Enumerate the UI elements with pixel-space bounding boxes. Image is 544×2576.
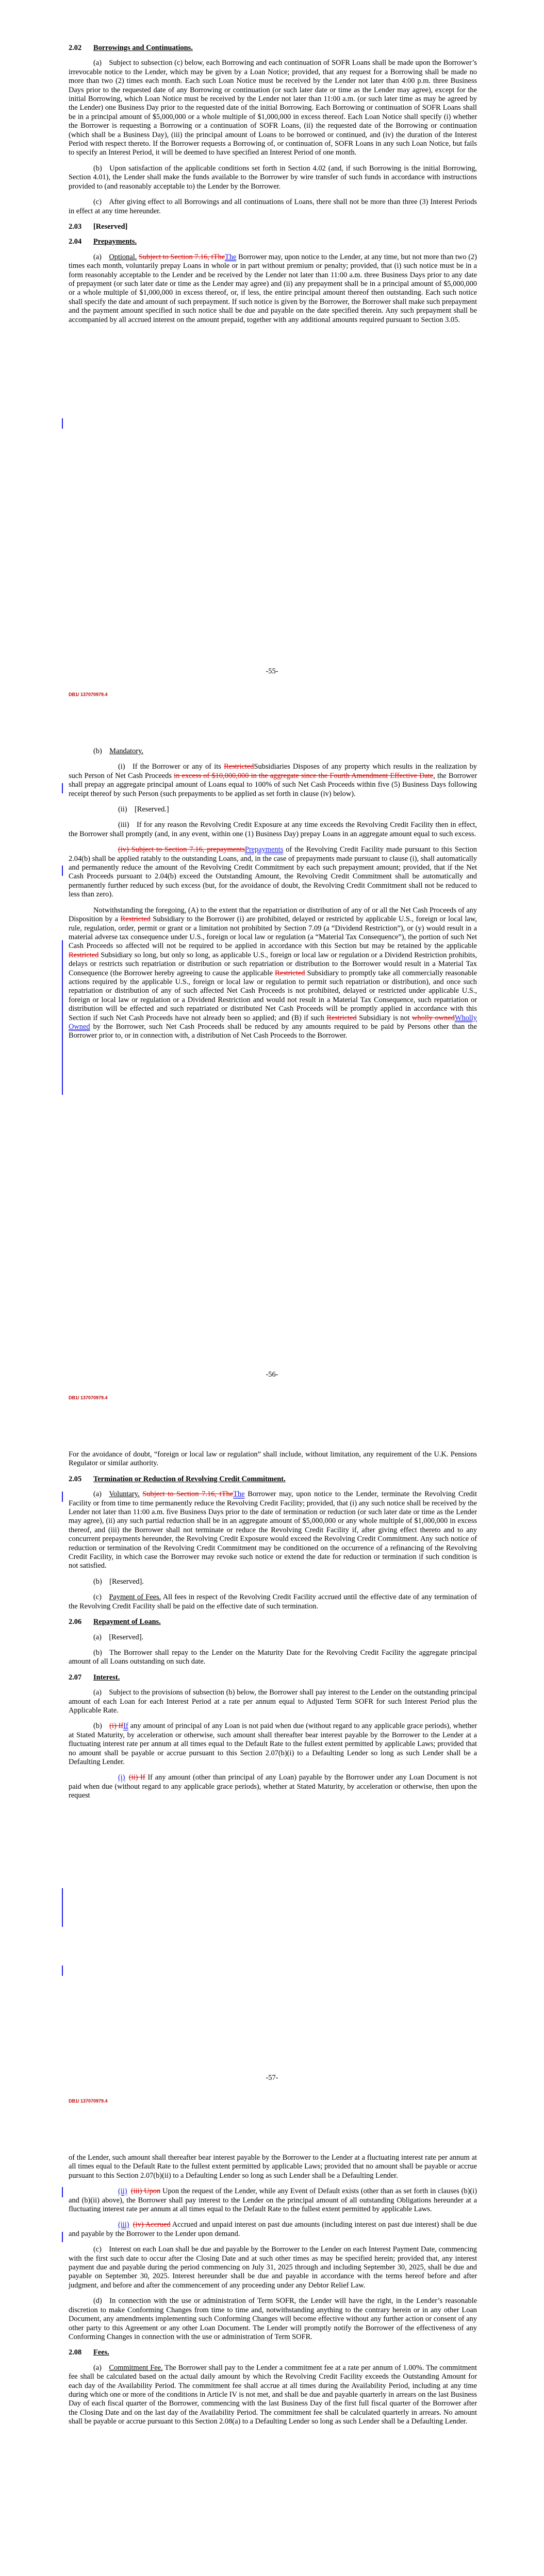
- section-2-07-b: (b) (i) IfIf any amount of principal of any Loan is not paid when due (without regard to any applicable grace periods), whether at Stated Maturity, by acceleration or otherwise, such amount shall thereafter bear interest payable by the Borrower to the Lender at a fluctuating interest rate per annum at all times equal to the Default Rate to the fullest extent permitted by applicable Laws; provided that no amount shall be payable or accrue pursuant to this Section 2.07(b)(i) to a Defaulting Lender so long as such Lender shall be a Defaulting Lender.: [69, 1722, 477, 1766]
- section-2-05-c: (c) Payment of Fees. All fees in respect of the Revolving Credit Facility accrued until the effective date of any termination of the Revolving Credit Facility shall be paid on the effective date of such termination.: [69, 1593, 477, 1611]
- page-57: [0, 1406, 544, 2110]
- section-2-04-b-ii: (ii) [Reserved.]: [118, 805, 169, 814]
- section-heading-2-07: 2.07 Interest.: [69, 1673, 120, 1682]
- deleted-text: Restricted: [224, 762, 254, 771]
- page-55: [0, 0, 544, 703]
- document-id: DB1/ 137070979.4: [69, 2098, 108, 2104]
- section-2-06-b: (b) The Borrower shall repay to the Lender on the Maturity Date for the Revolving Credit Facility the aggregate principal amount of all Loans outstanding on such date.: [69, 1648, 477, 1666]
- deleted-text: Subject to Section 7.16, tThe: [138, 252, 225, 261]
- document-id: DB1/ 137070979.4: [69, 1395, 108, 1400]
- section-2-05-a: (a) Voluntary. Subject to Section 7.16, tTheThe Borrower may, upon notice to the Lender, terminate the Revolving Credit Facility or from time to time permanently reduce the Revolving Credit Facility; provided, that (i) any such notice shall be received by the Lender not later than 11:00 a.m. five Business Days prior to the date of termination or reduction (or such later date or time as the Lender may agree), (ii) any such partial reduction shall be in an aggregate amount of $5,000,000 or any whole multiple of $1,000,000 in excess thereof, and (iii) the Borrower shall not terminate or reduce the Revolving Credit Facility if, after giving effect thereto and to any concurrent prepayments hereunder, the Revolving Credit Exposure would exceed the Revolving Credit Commitment. Any such notice of reduction or termination of the Revolving Credit Commitment may be conditioned on the occurrence of a refinancing of the Revolving Credit Facility, in which case the Borrower may revoke such notice or extend the date for reduction or termination if such condition is not satisfied.: [69, 1490, 477, 1570]
- change-bar: [62, 1888, 63, 1927]
- section-2-04-b-iv: (iv) Subject to Section 7.16, prepaymentsPrepayments of the Revolving Credit Facility made pursuant to this Section 2.04(b) shall be applied ratably to the outstanding Loans, and, in the case of prepayments made pursuant to clause (i), shall automatically and permanently reduce the amount of the Revolving Credit Commitment by each such prepayment amount; provided, that if the Net Cash Proceeds pursuant to 2.04(b) exceed the Outstanding Amount, the Revolving Credit Commitment shall be automatically and permanently further reduced by such excess (but, for the avoidance of doubt, the Revolving Credit Commitment shall not be reduced to less than zero).: [69, 845, 477, 899]
- deleted-text: Restricted: [326, 1013, 357, 1022]
- page-58: [0, 2110, 544, 2576]
- inserted-text: Wholly Owned: [69, 1013, 477, 1031]
- change-bar: [62, 418, 63, 429]
- section-2-08-a: (a) Commitment Fee. The Borrower shall pay to the Lender a commitment fee at a rate per annum of 1.00%. The commitment fee shall be calculated based on the actual daily amount by which the Revolving Credit Facility exceeds the Outstanding Amount for each day of the Availability Period. The commitment fee shall accrue at all times during the Availability Period, including at any time during which one or more of the conditions in Article IV is not met, and shall be due and payable quarterly in arrears on the last Business Day of each fiscal quarter of the Borrower, commencing with the last Business Day of the first full fiscal quarter of the Borrower after the Closing Date and on the last day of the Availability Period. The commitment fee shall be calculated quarterly in arrears. No amount shall be payable or accrue pursuant to this Section 2.08(a) to a Defaulting Lender so long as such Lender shall be a Defaulting Lender.: [69, 2363, 477, 2426]
- change-bar: [62, 940, 63, 1095]
- change-bar: [62, 1965, 63, 1976]
- inserted-text: (i): [118, 1773, 125, 1782]
- inserted-text: The: [233, 1490, 245, 1499]
- section-2-07-b-iv: (iii) (iv) Accrued Accrued and unpaid interest on past due amounts (including interest on past due interest) shall be due and payable by the Borrower to the Lender upon demand.: [69, 2221, 477, 2238]
- change-bar: [62, 783, 63, 793]
- section-2-02-c: (c) After giving effect to all Borrowings and all continuations of Loans, there shall not be more than three (3) Interest Periods in effect at any time hereunder.: [69, 198, 477, 215]
- section-2-04-b-iii: (iii) If for any reason the Revolving Credit Exposure at any time exceeds the Revolving Credit Facility then in effect, the Borrower shall promptly (and, in any event, within one (1) Business Day) prepay Loans in an aggregate amount equal to such excess.: [69, 821, 477, 838]
- section-2-07-c: (c) Interest on each Loan shall be due and payable by the Borrower to the Lender on each Interest Payment Date, commencing with the first such date to occur after the Closing Date and at such other times as may be specified herein; provided that, any interest payment due and payable during the period commencing on July 31, 2025 through and including September 30, 2025, shall be due and payable on September 30, 2025. Interest hereunder shall be due and payable in accordance with the terms hereof before and after judgment, and before and after the commencement of any proceeding under any Debtor Relief Law.: [69, 2245, 477, 2290]
- inserted-text: (iii): [118, 2221, 129, 2229]
- deleted-text: Subject to Section 7.16, tThe: [142, 1490, 234, 1499]
- page-56: [0, 703, 544, 1406]
- inserted-text: The: [225, 252, 237, 261]
- change-bar: [62, 2232, 63, 2242]
- section-2-02-b: (b) Upon satisfaction of the applicable conditions set forth in Section 4.02 (and, if such Borrowing is the initial Borrowing, Section 4.01), the Lender shall make the funds available to the Borrower by wire transfer of such funds in accordance with instructions provided to (and reasonably acceptable to) the Lender by the Borrower.: [69, 164, 477, 191]
- deleted-text: in excess of $10,000,000 in the aggregate since the Fourth Amendment Effective Date: [174, 771, 434, 780]
- notwithstanding-paragraph: Notwithstanding the foregoing, (A) to the extent that the repatriation or distribution of any of or all the Net Cash Proceeds of any Disposition by a Restricted Subsidiary to the Borrower (i) are prohibited, delayed or restricted by applicable U.S., foreign or local law, rule, regulation, order, permit or grant or a limitation not prohibited by Section 7.09 (a “Dividend Restriction”), or (y) would result in a material adverse tax consequence under U.S., foreign or local law or regulation (a “Material Tax Consequence”), the portion of such Net Cash Proceeds so affected will not be required to be applied in accordance with this Section but may be retained by the applicable Restricted Subsidiary so long, but only so long, as applicable U.S., foreign or local law or regulation or a Dividend Restriction prohibits, delays or restricts such repatriation or distribution or such repatriation or distribution to the Borrower would result in a Material Tax Consequence (the Borrower hereby agreeing to cause the applicable Restricted Subsidiary to promptly take all commercially reasonable actions required by the applicable U.S., foreign or local law or regulation to permit such repatriation or distribution), and once such repatriation or distribution of any of such affected Net Cash Proceeds is not prohibited, delayed or restricted under applicable U.S., foreign or local law or regulation or a Dividend Restriction and would not result in a Material Tax Consequence, such repatriation or distribution will be effected and such repatriated or distributed Net Cash Proceeds will be promptly applied in accordance with this Section if such Net Cash Proceeds have not already been so applied; and (B) if such Restricted Subsidiary is not wholly ownedWholly Owned by the Borrower, such Net Cash Proceeds shall be reduced by any amounts required to be paid by Persons other than the Borrower prior to, or in connection with, a distribution of Net Cash Proceeds to the Borrower.: [69, 906, 477, 1040]
- section-2-04-b-caption: (b) Mandatory.: [93, 747, 143, 755]
- section-heading-2-06: 2.06 Repayment of Loans.: [69, 1618, 161, 1626]
- section-2-04-a: (a) Optional. Subject to Section 7.16, tTheThe Borrower may, upon notice to the Lender, at any time, but not more than two (2) times each month, voluntarily prepay Loans in whole or in part without premium or penalty; provided, that (i) such notice must be in a form reasonably acceptable to the Lender and be received by the Lender not later than 11:00 a.m. three Business Days prior to any date of prepayment (or such later date or time as the Lender may agree) and (ii) any prepayment shall be in a principal amount of $5,000,000 or a whole multiple of $1,000,000 in excess thereof, or, if less, the entire principal amount thereof then outstanding. Each such notice shall specify the date and amount of such prepayment. If such notice is given by the Borrower, the Borrower shall make such prepayment and the payment amount specified in such notice shall be due and payable on the date specified therein. Any such prepayment shall be accompanied by all accrued interest on the amount prepaid, together with any additional amounts required pursuant to Section 3.05.: [69, 252, 477, 324]
- deleted-text: Restricted: [275, 969, 305, 977]
- deleted-text: Restricted: [120, 915, 151, 924]
- section-heading-2-08: 2.08 Fees.: [69, 2348, 109, 2357]
- page-number: -55-: [266, 667, 278, 675]
- section-2-07-b-ii: (i) (ii) If If any amount (other than principal of any Loan) payable by the Borrower under any Loan Document is not paid when due (without regard to any applicable grace periods), whether at Stated Maturity, by acceleration or otherwise, then upon the request: [69, 1773, 477, 1800]
- page-number: -56-: [266, 1370, 278, 1379]
- deleted-text: (i) If: [109, 1722, 124, 1731]
- inserted-text: If: [123, 1722, 128, 1731]
- deleted-text: (iv) Subject to Section 7.16, prepayments: [118, 845, 245, 854]
- change-bar: [62, 2187, 63, 2197]
- section-2-06-a: (a) [Reserved].: [93, 1633, 144, 1641]
- inserted-text: (ii): [118, 2187, 127, 2196]
- document-id: DB1/ 137070979.4: [69, 692, 108, 697]
- deleted-text: (iii) Upon: [130, 2187, 161, 2196]
- section-heading-2-03: 2.03 [Reserved]: [69, 222, 128, 231]
- section-2-04-b-i: (i) If the Borrower or any of its RestrictedSubsidiaries Disposes of any property which results in the realization by such Person of Net Cash Proceeds in excess of $10,000,000 in the aggregate since the Fourth Amendment Effective Date, the Borrower shall prepay an aggregate principal amount of Loans equal to 100% of such Net Cash Proceeds within five (5) Business Days following receipt thereof by such Person (such prepayments to be applied as set forth in clause (iv) below).: [69, 762, 477, 798]
- deleted-text: Restricted: [69, 951, 99, 959]
- deleted-text: (iv) Accrued: [133, 2221, 171, 2229]
- avoidance-paragraph: For the avoidance of doubt, “foreign or local law or regulation” shall include, without limitation, any requirement of the U.K. Pensions Regulator or similar authority.: [69, 1450, 477, 1468]
- section-2-07-d: (d) In connection with the use or administration of Term SOFR, the Lender will have the right, in the Lender’s reasonable discretion to make Conforming Changes from time to time and, notwithstanding anything to the contrary herein or in any other Loan Document, any amendments implementing such Conforming Changes will become effective without any further action or consent of any other party to this Agreement or any other Loan Document. The Lender will promptly notify the Borrower of the effectiveness of any Conforming Changes in connection with the use or administration of Term SOFR.: [69, 2297, 477, 2341]
- section-2-05-b: (b) [Reserved].: [93, 1577, 144, 1586]
- section-heading-2-02: 2.02 Borrowings and Continuations.: [69, 44, 193, 52]
- deleted-text: (ii) If: [128, 1773, 145, 1782]
- change-bar: [62, 866, 63, 876]
- section-2-02-a: (a) Subject to subsection (c) below, each Borrowing and each continuation of SOFR Loans shall be made upon the Borrower’s irrevocable notice to the Lender, which may be given by a Loan Notice; provided, that any request for a Borrowing shall be made no more than two (2) times each month. Each such Loan Notice must be received by the Lender not later than 4:00 p.m. three Business Days prior to the requested date of any Borrowing or continuation (or such later date or time as the Lender may agree), except for the initial Borrowing, which Loan Notice must be received by the Lender not later than 11:00 a.m. (or such later time as may be agreed by the Lender) one Business Day prior to the requested date of the initial Borrowing. Each Borrowing or continuation of SOFR Loans shall be in a principal amount of $5,000,000 or a whole multiple of $1,000,000 in excess thereof. Each Loan Notice shall specify (i) whether the Borrower is requesting a Borrowing or a continuation of SOFR Loans, (ii) the requested date of the Borrowing or continuation (which shall be a Business Day), (iii) the principal amount of Loans to be borrowed or continued, and (iv) the duration of the Interest Period with respect thereto. If the Borrower requests a Borrowing of, or continuation of, SOFR Loans in any such Loan Notice, but fails to specify an Interest Period, it will be deemed to have specified an Interest Period of one month.: [69, 59, 477, 157]
- section-heading-2-05: 2.05 Termination or Reduction of Revolving Credit Commitment.: [69, 1475, 286, 1483]
- section-2-07-b-iii: (ii) (iii) Upon Upon the request of the Lender, while any Event of Default exists (other than as set forth in clauses (b)(i) and (b)(ii) above), the Borrower shall pay interest to the Lender on the principal amount of all outstanding Obligations hereunder at a fluctuating interest rate per annum at all times equal to the Default Rate to the fullest extent permitted by applicable Laws.: [69, 2187, 477, 2214]
- change-bar: [62, 1492, 63, 1502]
- section-2-07-b-ii-continued: of the Lender, such amount shall thereafter bear interest payable by the Borrower to the Lender at a fluctuating interest rate per annum at all times equal to the Default Rate to the fullest extent permitted by applicable Laws; provided that no amount shall be payable or accrue pursuant to this Section 2.07(b)(ii) to a Defaulting Lender so long as such Lender shall be a Defaulting Lender.: [69, 2154, 477, 2180]
- page-number: -57-: [266, 2074, 278, 2082]
- inserted-text: Prepayments: [244, 845, 284, 854]
- section-heading-2-04: 2.04 Prepayments.: [69, 238, 137, 246]
- deleted-text: wholly owned: [412, 1013, 455, 1022]
- section-2-07-a: (a) Subject to the provisions of subsection (b) below, the Borrower shall pay interest to the Lender on the outstanding principal amount of each Loan for each Interest Period at a rate per annum equal to Adjusted Term SOFR for such Interest Period plus the Applicable Rate.: [69, 1688, 477, 1715]
